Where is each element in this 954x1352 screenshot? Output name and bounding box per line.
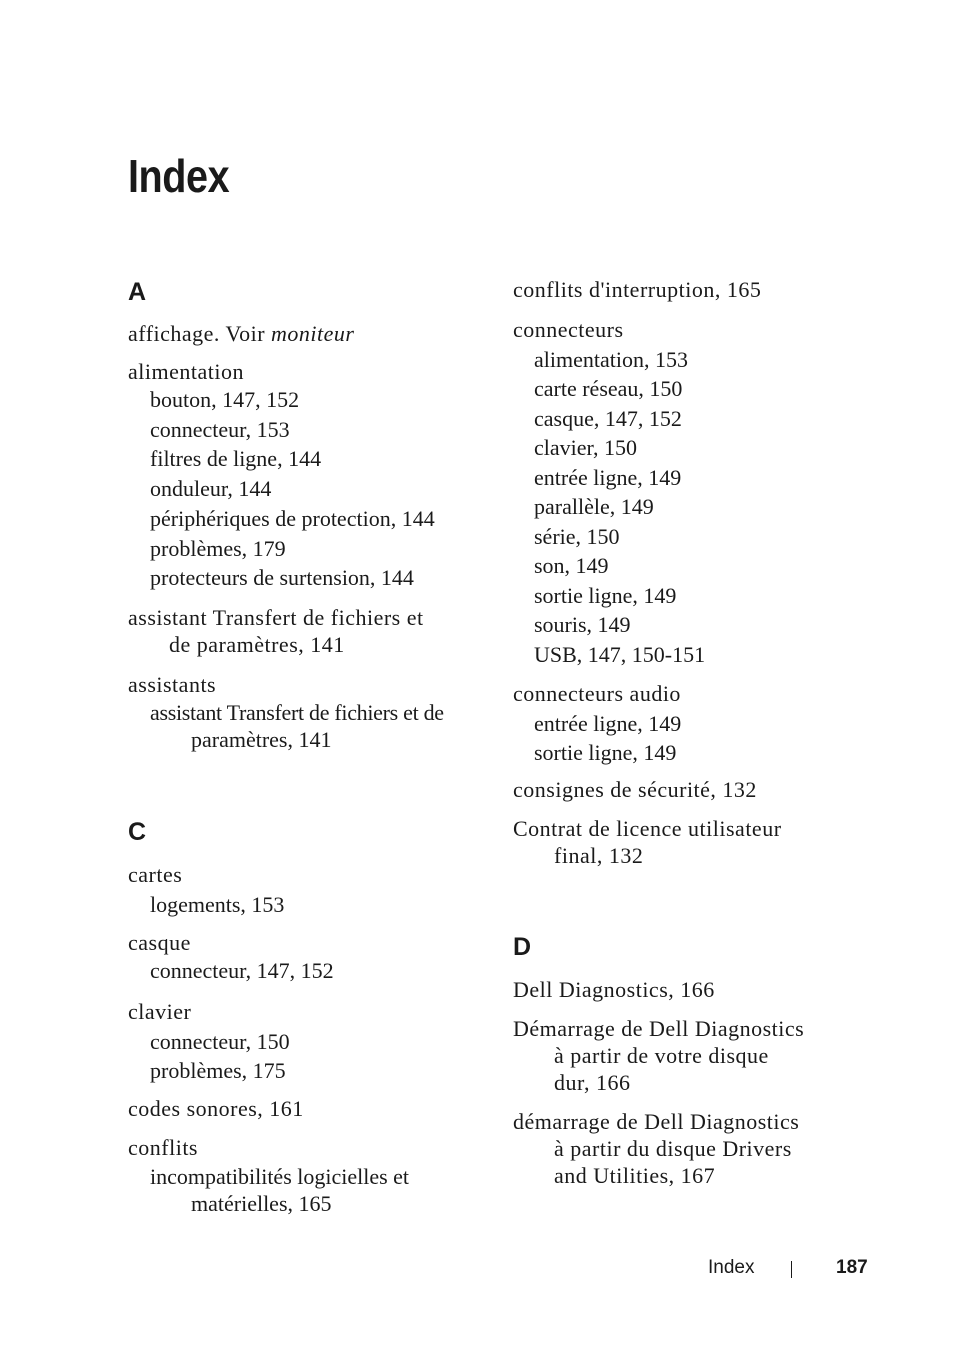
entry-sub-cont: paramètres, 141: [191, 727, 332, 752]
entry-see-also: moniteur: [271, 321, 355, 346]
entry-sub-cont: matérielles, 165: [191, 1190, 332, 1216]
entry-sub: entrée ligne, 149: [534, 710, 682, 736]
entry-line: final, 132: [554, 843, 644, 868]
entry-sub: protecteurs de surtension, 144: [150, 565, 414, 591]
entry-sub: sortie ligne, 149: [534, 582, 677, 608]
index-entry-contrat-licence: [513, 815, 782, 869]
entry-sub: bouton, 147, 152: [150, 387, 300, 412]
entry-sub: problèmes, 175: [150, 1058, 286, 1083]
section-letter-d: D: [513, 933, 532, 961]
index-entry-connecteurs-audio: [513, 679, 681, 768]
footer-section-label: Index: [708, 1257, 755, 1278]
entry-line: and Utilities, 167: [554, 1163, 716, 1188]
index-entry-conflits: [128, 1133, 409, 1217]
entry-line: dur, 166: [554, 1070, 631, 1095]
entry-line: démarrage de Dell Diagnostics: [513, 1109, 800, 1134]
index-entry-alimentation: [128, 358, 435, 593]
index-entry-codes-sonores: codes sonores, 161: [128, 1096, 304, 1121]
index-entry-affichage: [128, 320, 354, 347]
entry-head: casque: [128, 930, 191, 955]
entry-line: de paramètres, 141: [169, 632, 345, 657]
index-entry-dell-diagnostics: Dell Diagnostics, 166: [513, 977, 715, 1002]
entry-line: assistant Transfert de fichiers et: [128, 605, 424, 630]
entry-line: à partir de votre disque: [554, 1043, 769, 1068]
entry-sub: incompatibilités logicielles et: [150, 1163, 410, 1189]
entry-sub: filtres de ligne, 144: [150, 446, 322, 472]
section-letter-a: A: [128, 278, 147, 306]
index-entry-consignes: consignes de sécurité, 132: [513, 777, 757, 802]
entry-sub: son, 149: [534, 553, 609, 578]
entry-sub: périphériques de protection, 144: [150, 505, 435, 531]
entry-sub: clavier, 150: [534, 435, 637, 460]
entry-text: affichage. Voir: [128, 321, 272, 346]
entry-head: alimentation: [128, 359, 244, 384]
entry-sub: connecteur, 153: [150, 416, 290, 442]
entry-line: Contrat de licence utilisateur: [513, 816, 782, 841]
entry-head: clavier: [128, 999, 192, 1024]
entry-head: connecteurs audio: [513, 681, 681, 706]
page-number: 187: [836, 1257, 868, 1278]
entry-head: conflits: [128, 1135, 198, 1160]
entry-head: connecteurs: [513, 317, 624, 342]
entry-sub: logements, 153: [150, 891, 285, 917]
entry-sub: USB, 147, 150-151: [534, 641, 706, 667]
entry-sub: entrée ligne, 149: [534, 464, 682, 490]
entry-sub: série, 150: [534, 523, 620, 549]
index-entry-assistant-transfert: [128, 604, 424, 658]
section-letter-c: C: [128, 818, 147, 846]
index-entry-clavier: [128, 997, 290, 1086]
entry-sub: onduleur, 144: [150, 476, 272, 502]
index-entry-conflits-interruption: conflits d'interruption, 165: [513, 277, 762, 302]
index-entry-casque: [128, 929, 334, 985]
index-entry-connecteurs: [513, 315, 705, 669]
entry-head: cartes: [128, 862, 183, 887]
index-entry-assistants: [128, 670, 444, 753]
entry-sub: assistant Transfert de fichiers et de: [150, 700, 444, 725]
entry-head: assistants: [128, 672, 217, 697]
entry-sub: carte réseau, 150: [534, 376, 683, 401]
entry-sub: souris, 149: [534, 612, 631, 637]
entry-sub: casque, 147, 152: [534, 405, 682, 431]
entry-line: Démarrage de Dell Diagnostics: [513, 1016, 805, 1041]
index-entry-demarrage-disque-dur: [513, 1015, 804, 1096]
index-entry-demarrage-drivers: [513, 1108, 799, 1189]
entry-sub: connecteur, 147, 152: [150, 958, 334, 983]
entry-sub: parallèle, 149: [534, 494, 654, 519]
page-title: Index: [128, 150, 230, 202]
entry-sub: connecteur, 150: [150, 1028, 290, 1054]
entry-line: à partir du disque Drivers: [554, 1136, 792, 1161]
footer-divider: [791, 1261, 792, 1278]
entry-sub: sortie ligne, 149: [534, 740, 677, 765]
entry-sub: alimentation, 153: [534, 346, 688, 372]
index-entry-cartes: [128, 860, 284, 919]
entry-sub: problèmes, 179: [150, 535, 286, 561]
